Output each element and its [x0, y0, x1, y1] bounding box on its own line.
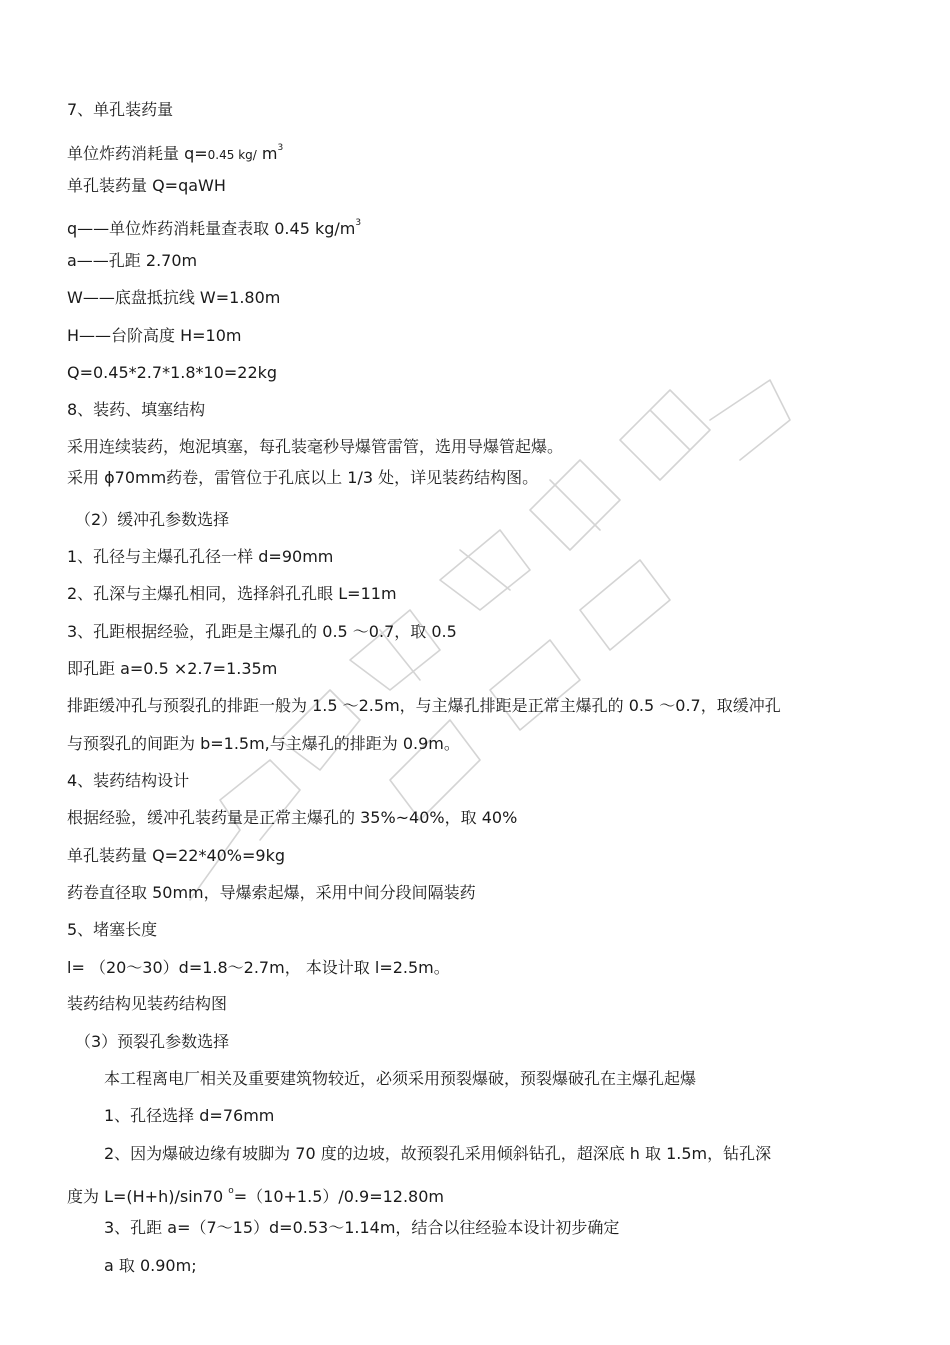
text-line: W——底盘抵抗线 W=1.80m	[67, 288, 281, 307]
text-line: 1、孔径与主爆孔孔径一样 d=90mm	[67, 547, 334, 566]
text-line: 单孔装药量 Q=22*40%=9kg	[67, 846, 286, 865]
section-heading-4: 4、装药结构设计	[67, 771, 190, 790]
text-line: 根据经验，缓冲孔装药量是正常主爆孔的 35%~40%，取 40%	[67, 808, 518, 827]
text-line: Q=0.45*2.7*1.8*10=22kg	[67, 363, 278, 382]
text-line: 3、孔距 a=（7～15）d=0.53～1.14m，结合以往经验本设计初步确定	[104, 1218, 620, 1237]
text-line: 本工程离电厂相关及重要建筑物较近，必须采用预裂爆破，预裂爆破孔在主爆孔起爆	[104, 1069, 697, 1088]
text-line: a——孔距 2.70m	[67, 251, 198, 270]
section-heading-7: 7、单孔装药量	[67, 100, 174, 119]
text-line: 即孔距 a=0.5 ×2.7=1.35m	[67, 659, 278, 678]
text-line: 2、因为爆破边缘有坡脚为 70 度的边坡，故预裂孔采用倾斜钻孔，超深底 h 取 1.5m，钻孔深	[104, 1144, 772, 1163]
text-line: 单孔装药量 Q=qaWH	[67, 176, 226, 195]
text-line: 与预裂孔的间距为 b=1.5m,与主爆孔的排距为 0.9m。	[67, 734, 460, 753]
section-heading-8: 8、装药、填塞结构	[67, 400, 206, 419]
text-line: 采用 ϕ70mm药卷，雷管位于孔底以上 1/3 处，详见装药结构图。	[67, 468, 539, 487]
section-heading-presplit-hole: （3）预裂孔参数选择	[75, 1032, 230, 1051]
text-line: l= （20～30）d=1.8～2.7m， 本设计取 l=2.5m。	[67, 958, 450, 977]
text-line: H——台阶高度 H=10m	[67, 326, 242, 345]
text-line: 度为 L=(H+h)/sin70 $^o$=（10+1.5）/0.9=12.80m	[67, 1186, 445, 1206]
text-line: a 取 0.90m;	[104, 1256, 197, 1275]
text-line: 单位炸药消耗量 q=0.45 kg/ $m^3$	[67, 143, 284, 163]
text-line: 装药结构见装药结构图	[67, 994, 228, 1013]
text-line: 排距缓冲孔与预裂孔的排距一般为 1.5 ～2.5m，与主爆孔排距是正常主爆孔的 0.5 ～0.7，取缓冲孔	[67, 696, 781, 715]
section-heading-buffer-hole: （2）缓冲孔参数选择	[75, 510, 230, 529]
text-line: 药卷直径取 50mm，导爆索起爆，采用中间分段间隔装药	[67, 883, 476, 902]
text-line: 3、孔距根据经验，孔距是主爆孔的 0.5 ～0.7，取 0.5	[67, 622, 457, 641]
text-line: q——单位炸药消耗量查表取 0.45 $kg/m^3$	[67, 218, 362, 238]
text-line: 采用连续装药，炮泥填塞，每孔装毫秒导爆管雷管，选用导爆管起爆。	[67, 437, 564, 456]
text-line: 1、孔径选择 d=76mm	[104, 1106, 275, 1125]
text-line: 2、孔深与主爆孔相同，选择斜孔孔眼 L=11m	[67, 584, 397, 603]
section-heading-5: 5、堵塞长度	[67, 920, 158, 939]
